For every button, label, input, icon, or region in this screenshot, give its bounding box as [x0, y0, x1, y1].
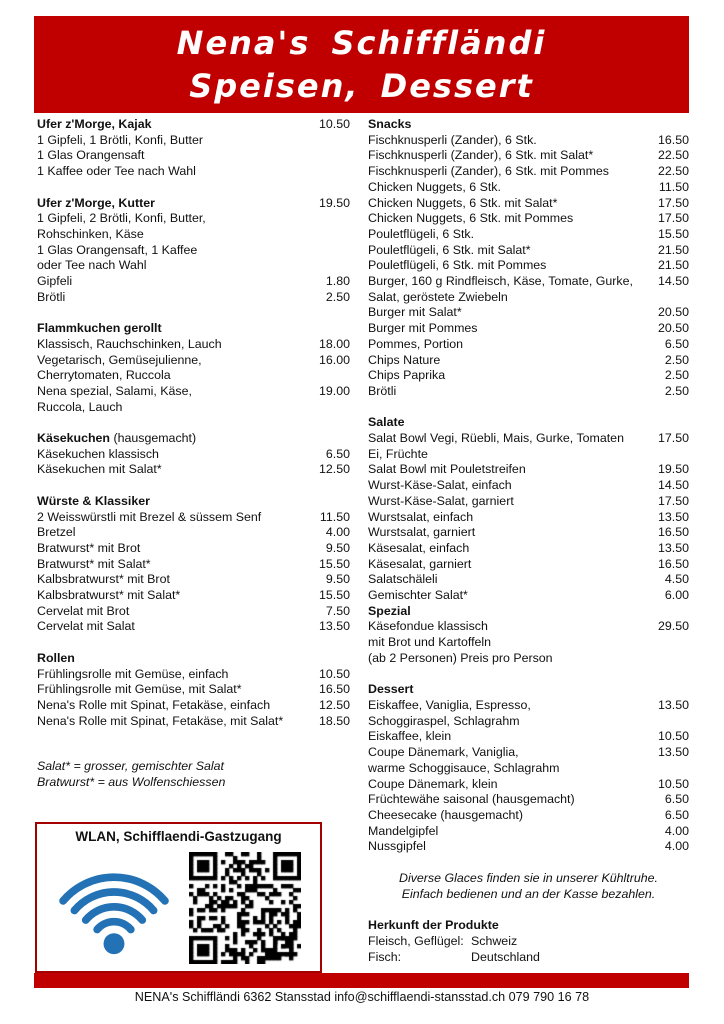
item-price: 17.50: [657, 211, 689, 226]
item-price: 19.00: [318, 383, 350, 398]
menu-item-row: [368, 180, 689, 196]
menu-item-row: [37, 462, 350, 478]
menu-item-row: [368, 682, 689, 698]
item-price: 4.00: [664, 823, 689, 838]
item-label: Pouletflügeli, 6 Stk.: [368, 226, 475, 241]
section-title: Ufer z'Morge, Kutter: [37, 195, 155, 210]
wlan-title: WLAN, Schifflaendi-Gastzugang: [75, 829, 282, 844]
herkunft-row: [368, 934, 689, 950]
item-price: 16.50: [657, 556, 689, 571]
menu-section-flammkuchen-gerollt: [37, 321, 350, 415]
item-label: Eiskaffee, klein: [368, 729, 452, 744]
item-price: 6.50: [664, 792, 689, 807]
item-label: Frühlingsrolle mit Gemüse, einfach: [37, 666, 229, 681]
item-label: 1 Kaffee oder Tee nach Wahl: [37, 164, 196, 179]
menu-item-row: [368, 117, 689, 133]
menu-item-row: [368, 619, 689, 635]
herkunft-label: Fleisch, Geflügel:: [368, 934, 464, 949]
menu-item-row: [37, 447, 350, 463]
section-title: Rollen: [37, 650, 75, 665]
footer-accent-bar: [34, 973, 689, 988]
section-title: Salate: [368, 415, 405, 430]
menu-item-row: [368, 164, 689, 180]
item-label: Käsekuchen klassisch: [37, 446, 159, 461]
item-price: 13.50: [657, 540, 689, 555]
item-price: 15.50: [318, 588, 350, 603]
item-price: 2.50: [325, 289, 350, 304]
item-label: mit Brot und Kartoffeln: [368, 635, 492, 650]
section-title: Dessert: [368, 682, 414, 697]
item-label: Wurst-Käse-Salat, garniert: [368, 493, 514, 508]
item-label: 1 Gipfeli, 2 Brötli, Konfi, Butter,: [37, 211, 206, 226]
item-price: 20.50: [657, 321, 689, 336]
footnote-salat: Salat* = grosser, gemischter Salat: [37, 759, 224, 774]
item-price: 13.50: [657, 697, 689, 712]
item-price: 2.50: [664, 352, 689, 367]
menu-item-row: [37, 258, 350, 274]
footnotes: [37, 759, 350, 790]
item-price: 15.50: [318, 556, 350, 571]
item-label: 2 Weisswürstli mit Brezel & süssem Senf: [37, 509, 262, 524]
item-label: Käsesalat, garniert: [368, 556, 472, 571]
item-label: Käsesalat, einfach: [368, 540, 470, 555]
menu-item-row: [368, 792, 689, 808]
menu-item-row: [368, 305, 689, 321]
menu-section-salate: [368, 415, 689, 603]
item-label: Kalbsbratwurst* mit Salat*: [37, 588, 181, 603]
glaces-note: [368, 871, 689, 902]
item-price: 22.50: [657, 148, 689, 163]
item-label: Brötli: [37, 289, 66, 304]
section-title: Snacks: [368, 117, 412, 131]
menu-section-spezial: [368, 604, 689, 667]
menu-item-row: [368, 761, 689, 777]
item-price: 4.00: [664, 839, 689, 854]
wlan-info-box: [35, 822, 322, 973]
item-price: 15.50: [657, 226, 689, 241]
item-price: 16.50: [318, 682, 350, 697]
menu-item-row: [368, 462, 689, 478]
menu-column-right: [368, 117, 689, 966]
menu-item-row: [37, 353, 350, 369]
menu-item-row: [37, 651, 350, 667]
menu-item-row: [368, 525, 689, 541]
menu-item-row: [368, 196, 689, 212]
menu-section-ufer-zmorge-kutter: [37, 196, 350, 306]
item-label: Gemischter Salat*: [368, 588, 468, 603]
item-label: Käsekuchen mit Salat*: [37, 462, 162, 477]
item-price: 16.00: [318, 352, 350, 367]
item-label: Vegetarisch, Gemüsejulienne,: [37, 352, 202, 367]
menu-item-row: [368, 729, 689, 745]
item-price: 14.50: [657, 478, 689, 493]
item-label: 1 Gipfeli, 1 Brötli, Konfi, Butter: [37, 132, 203, 147]
menu-item-row: [37, 321, 350, 337]
item-price: 10.50: [657, 729, 689, 744]
item-price: 6.00: [664, 588, 689, 603]
item-price: 7.50: [325, 603, 350, 618]
menu-item-row: [37, 667, 350, 683]
item-label: Salatschäleli: [368, 572, 438, 587]
menu-item-row: [37, 604, 350, 620]
menu-item-row: [37, 384, 350, 400]
item-label: Fischknusperli (Zander), 6 Stk. mit Pommes: [368, 164, 609, 179]
item-label: Nena's Rolle mit Spinat, Fetakäse, einfach: [37, 697, 271, 712]
menu-item-row: [37, 196, 350, 212]
section-title: Ufer z'Morge, Kajak: [37, 117, 152, 131]
menu-item-row: [368, 604, 689, 620]
item-price: 21.50: [657, 258, 689, 273]
glaces-note-line1: Diverse Glaces finden sie in unserer Kühltruhe.: [399, 871, 658, 886]
menu-item-row: [37, 148, 350, 164]
item-price: 4.50: [664, 572, 689, 587]
menu-item-row: [368, 258, 689, 274]
item-label: Burger, 160 g Rindfleisch, Käse, Tomate, Gurke,: [368, 274, 633, 289]
menu-item-row: [37, 211, 350, 227]
item-price: 2.50: [664, 383, 689, 398]
menu-item-row: [368, 745, 689, 761]
menu-item-row: [368, 337, 689, 353]
item-label: Eiskaffee, Vaniglia, Espresso,: [368, 697, 531, 712]
item-label: Klassisch, Rauchschinken, Lauch: [37, 336, 222, 351]
menu-title-line1: Nena's Schiffländi: [176, 24, 547, 63]
menu-item-row: [37, 243, 350, 259]
item-price: 13.50: [657, 745, 689, 760]
item-label: Käsefondue klassisch: [368, 619, 488, 634]
menu-item-row: [368, 714, 689, 730]
item-label: Fischknusperli (Zander), 6 Stk. mit Salat*: [368, 148, 594, 163]
item-label: 1 Glas Orangensaft: [37, 148, 145, 163]
item-label: Fischknusperli (Zander), 6 Stk.: [368, 132, 537, 147]
item-price: 12.50: [318, 462, 350, 477]
section-title: Käsekuchen (hausgemacht): [37, 431, 197, 446]
item-price: 14.50: [657, 274, 689, 289]
item-label: Chips Nature: [368, 352, 441, 367]
menu-item-row: [368, 321, 689, 337]
menu-item-row: [37, 572, 350, 588]
menu-item-row: [368, 541, 689, 557]
item-price: 29.50: [657, 619, 689, 634]
menu-item-row: [368, 651, 689, 667]
item-price: 17.50: [657, 493, 689, 508]
item-label: Wurstsalat, garniert: [368, 525, 476, 540]
menu-item-row: [368, 431, 689, 447]
menu-item-row: [368, 698, 689, 714]
menu-item-row: [37, 368, 350, 384]
item-label: Cervelat mit Brot: [37, 603, 130, 618]
item-label: Kalbsbratwurst* mit Brot: [37, 572, 170, 587]
left-sections: [37, 117, 350, 729]
item-label: Chicken Nuggets, 6 Stk.: [368, 179, 501, 194]
item-label: Ruccola, Lauch: [37, 399, 123, 414]
menu-item-row: [368, 808, 689, 824]
menu-item-row: [37, 431, 350, 447]
item-label: Mandelgipfel: [368, 823, 439, 838]
menu-section-wuerste-klassiker: [37, 494, 350, 635]
item-price: 17.50: [657, 195, 689, 210]
menu-item-row: [368, 588, 689, 604]
item-price: 10.50: [657, 776, 689, 791]
menu-item-row: [37, 525, 350, 541]
item-label: Salat Bowl mit Pouletstreifen: [368, 462, 526, 477]
item-price: 6.50: [664, 336, 689, 351]
item-label: Salat Bowl Vegi, Rüebli, Mais, Gurke, Tomaten: [368, 431, 624, 446]
item-price: 19.50: [657, 462, 689, 477]
item-price: 13.50: [657, 509, 689, 524]
menu-item-row: [368, 211, 689, 227]
item-label: 1 Glas Orangensaft, 1 Kaffee: [37, 242, 198, 257]
menu-title-line2: Speisen, Dessert: [189, 66, 534, 105]
item-price: 10.50: [318, 117, 350, 131]
item-price: 1.80: [325, 274, 350, 289]
section-title: Flammkuchen gerollt: [37, 321, 162, 336]
menu-section-ufer-zmorge-kajak: [37, 117, 350, 180]
wifi-icon: [59, 864, 169, 964]
footer-contact-text: NENA's Schiffländi 6362 Stansstad info@schifflaendi-stansstad.ch 079 790 16 78: [134, 990, 590, 1004]
item-price: 19.50: [318, 195, 350, 210]
menu-item-row: [37, 541, 350, 557]
menu-item-row: [37, 227, 350, 243]
menu-column-left: [37, 117, 350, 791]
item-price: 16.50: [657, 132, 689, 147]
item-price: 11.50: [658, 179, 689, 194]
menu-item-row: [37, 400, 350, 416]
herkunft-title: Herkunft der Produkte: [368, 918, 499, 933]
item-price: 6.50: [325, 446, 350, 461]
item-label: Coupe Dänemark, Vaniglia,: [368, 745, 519, 760]
item-label: Cherrytomaten, Ruccola: [37, 368, 171, 383]
item-price: 9.50: [325, 540, 350, 555]
item-price: 10.50: [318, 666, 350, 681]
menu-item-row: [37, 164, 350, 180]
footnote-bratwurst: Bratwurst* = aus Wolfenschiessen: [37, 775, 226, 790]
menu-item-row: [368, 148, 689, 164]
menu-item-row: [37, 682, 350, 698]
item-label: Pouletflügeli, 6 Stk. mit Salat*: [368, 242, 531, 257]
item-label: Nena spezial, Salami, Käse,: [37, 383, 192, 398]
menu-item-row: [368, 415, 689, 431]
item-label: Chicken Nuggets, 6 Stk. mit Pommes: [368, 211, 574, 226]
menu-item-row: [368, 572, 689, 588]
item-label: Frühlingsrolle mit Gemüse, mit Salat*: [37, 682, 242, 697]
item-price: 18.50: [318, 713, 350, 728]
item-label: Früchtewähe saisonal (hausgemacht): [368, 792, 575, 807]
menu-item-row: [368, 353, 689, 369]
item-price: 13.50: [318, 619, 350, 634]
item-label: Bretzel: [37, 525, 76, 540]
item-label: Burger mit Pommes: [368, 321, 478, 336]
item-price: 9.50: [325, 572, 350, 587]
item-price: 20.50: [657, 305, 689, 320]
item-label: Brötli: [368, 383, 397, 398]
menu-section-dessert: [368, 682, 689, 855]
item-price: 11.50: [319, 509, 350, 524]
item-price: 17.50: [657, 431, 689, 446]
item-label: Bratwurst* mit Salat*: [37, 556, 151, 571]
item-label: Cervelat mit Salat: [37, 619, 135, 634]
item-label: Salat, geröstete Zwiebeln: [368, 289, 508, 304]
item-price: 22.50: [657, 164, 689, 179]
item-label: Bratwurst* mit Brot: [37, 540, 141, 555]
item-price: 2.50: [664, 368, 689, 383]
item-label: Ei, Früchte: [368, 446, 428, 461]
herkunft-row: [368, 950, 689, 966]
item-label: Nussgipfel: [368, 839, 426, 854]
menu-item-row: [37, 698, 350, 714]
glaces-note-line2: Einfach bedienen und an der Kasse bezahlen.: [401, 886, 656, 901]
item-price: 4.00: [325, 525, 350, 540]
item-label: Chicken Nuggets, 6 Stk. mit Salat*: [368, 195, 558, 210]
herkunft-value: Deutschland: [471, 949, 540, 964]
menu-item-row: [368, 557, 689, 573]
menu-item-row: [368, 478, 689, 494]
menu-item-row: [368, 290, 689, 306]
menu-section-kaesekuchen: [37, 431, 350, 478]
menu-item-row: [368, 635, 689, 651]
menu-item-row: [368, 227, 689, 243]
item-label: Pommes, Portion: [368, 336, 464, 351]
item-price: 16.50: [657, 525, 689, 540]
menu-item-row: [37, 557, 350, 573]
menu-item-row: [37, 117, 350, 133]
menu-item-row: [368, 274, 689, 290]
item-price: 18.00: [318, 336, 350, 351]
item-label: Coupe Dänemark, klein: [368, 776, 498, 791]
item-label: warme Schoggisauce, Schlagrahm: [368, 760, 560, 775]
menu-title-banner: [34, 16, 689, 113]
herkunft-label: Fisch:: [368, 949, 402, 964]
herkunft-value: Schweiz: [471, 934, 518, 949]
item-price: 12.50: [318, 697, 350, 712]
menu-section-snacks: [368, 117, 689, 400]
menu-item-row: [368, 510, 689, 526]
menu-item-row: [37, 290, 350, 306]
menu-item-row: [368, 384, 689, 400]
menu-section-rollen: [37, 651, 350, 730]
item-label: Cheesecake (hausgemacht): [368, 807, 523, 822]
item-label: Burger mit Salat*: [368, 305, 462, 320]
menu-item-row: [37, 714, 350, 730]
menu-section-herkunft: [368, 918, 689, 965]
menu-item-row: [37, 274, 350, 290]
menu-item-row: [37, 337, 350, 353]
section-title: Würste & Klassiker: [37, 493, 150, 508]
item-label: Rohschinken, Käse: [37, 226, 144, 241]
item-label: Gipfeli: [37, 274, 73, 289]
menu-item-row: [368, 447, 689, 463]
item-label: oder Tee nach Wahl: [37, 258, 147, 273]
menu-item-row: [37, 133, 350, 149]
menu-item-row: [368, 494, 689, 510]
qr-code-icon: [189, 852, 301, 964]
menu-item-row: [368, 368, 689, 384]
item-price: 21.50: [657, 242, 689, 257]
item-price: 6.50: [664, 807, 689, 822]
item-label: Wurst-Käse-Salat, einfach: [368, 478, 512, 493]
menu-item-row: [368, 133, 689, 149]
menu-item-row: [37, 494, 350, 510]
item-label: Chips Paprika: [368, 368, 446, 383]
menu-item-row: [37, 510, 350, 526]
item-label: (ab 2 Personen) Preis pro Person: [368, 650, 553, 665]
menu-item-row: [368, 243, 689, 259]
menu-item-row: [37, 619, 350, 635]
right-sections: [368, 117, 689, 855]
item-label: Nena's Rolle mit Spinat, Fetakäse, mit Salat*: [37, 713, 284, 728]
item-label: Wurstsalat, einfach: [368, 509, 474, 524]
item-label: Pouletflügeli, 6 Stk. mit Pommes: [368, 258, 547, 273]
item-label: Schoggiraspel, Schlagrahm: [368, 713, 520, 728]
section-title: Spezial: [368, 603, 411, 618]
menu-item-row: [368, 777, 689, 793]
menu-item-row: [368, 824, 689, 840]
menu-item-row: [37, 588, 350, 604]
menu-item-row: [368, 839, 689, 855]
